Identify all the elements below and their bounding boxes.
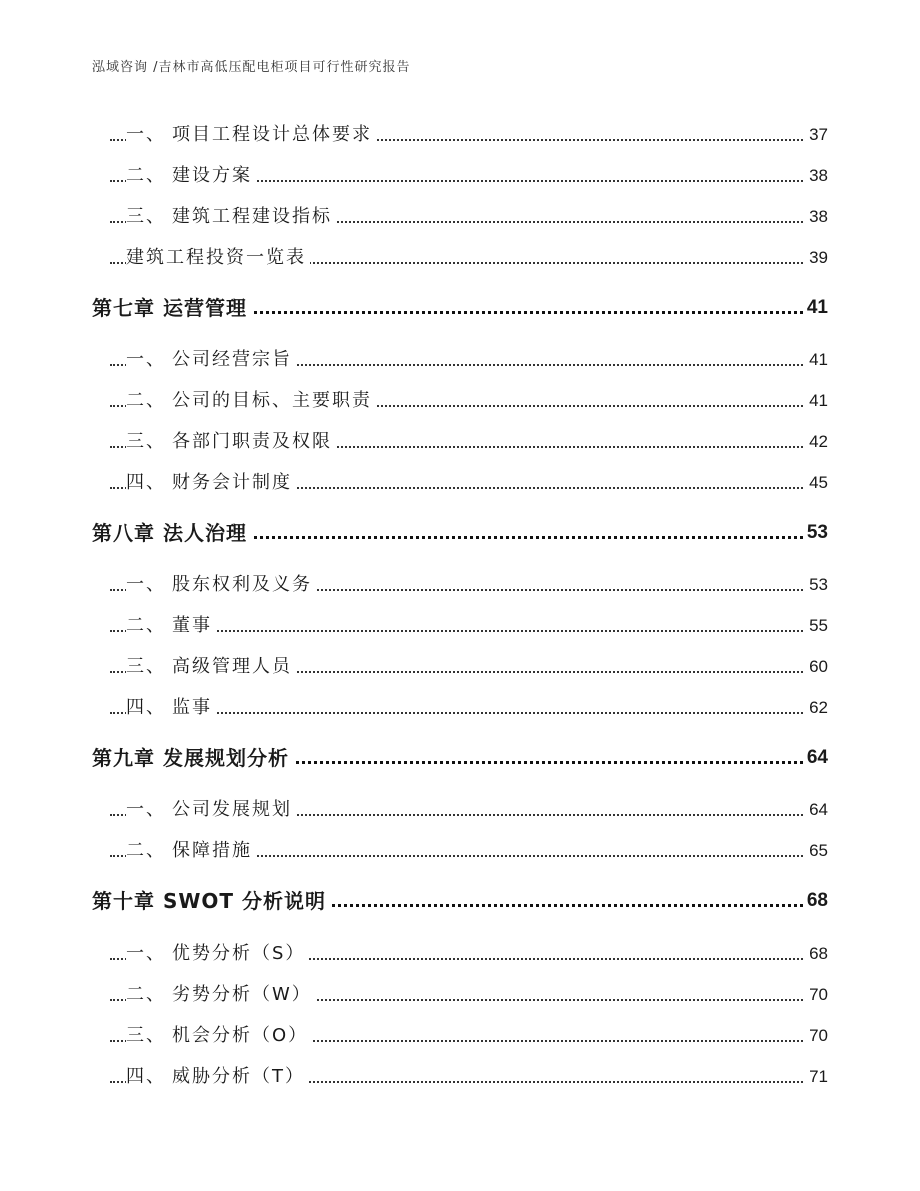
toc-entry-number: 一、: [126, 574, 166, 595]
toc-entry-label: [126, 161, 256, 191]
toc-entry-number: 三、: [126, 206, 166, 227]
toc-section-entry[interactable]: [0, 1062, 920, 1092]
toc-entry-number: 二、: [126, 984, 166, 1005]
toc-page-number: 60: [805, 652, 828, 682]
toc-page-number: 71: [805, 1062, 828, 1092]
toc-entry-title: 公司发展规划: [172, 799, 292, 820]
toc-entry-label: [126, 570, 316, 600]
toc-page-number: 41: [803, 293, 828, 323]
toc-entry-title: 财务会计制度: [172, 472, 292, 493]
toc-entry-title: 董事: [172, 615, 212, 636]
toc-section-entry[interactable]: [0, 980, 920, 1010]
toc-section-entry[interactable]: [0, 427, 920, 457]
toc-entry-title: 公司的目标、主要职责: [172, 390, 372, 411]
toc-entry-title: 建设方案: [172, 165, 252, 186]
toc-entry-title: 各部门职责及权限: [172, 431, 332, 452]
toc-entry-number: 三、: [126, 431, 166, 452]
toc-chapter-entry[interactable]: [0, 293, 920, 323]
toc-section-entry[interactable]: [0, 611, 920, 641]
toc-entry-label: [92, 518, 251, 548]
toc-entry-label: [92, 743, 293, 773]
toc-entry-label: [92, 293, 251, 323]
toc-entry-label: [126, 386, 376, 416]
dot-leader: [110, 712, 827, 714]
toc-section-entry[interactable]: [0, 836, 920, 866]
toc-entry-label: [126, 980, 316, 1010]
toc-chapter-entry[interactable]: [0, 886, 920, 916]
toc-entry-label: [126, 693, 216, 723]
toc-entry-label: [126, 836, 256, 866]
toc-section-entry[interactable]: [0, 1021, 920, 1051]
toc-entry-number: 一、: [126, 349, 166, 370]
toc-entry-number: 一、: [126, 799, 166, 820]
toc-entry-number: 四、: [126, 472, 166, 493]
toc-entry-title: 第八章 法人治理: [92, 521, 247, 545]
toc-entry-number: 四、: [126, 1066, 166, 1087]
toc-section-entry[interactable]: [0, 345, 920, 375]
toc-entry-title: 威胁分析（T）: [172, 1066, 305, 1087]
toc-chapter-entry[interactable]: [0, 743, 920, 773]
toc-entry-title: 建筑工程建设指标: [172, 206, 332, 227]
toc-section-entry[interactable]: [0, 202, 920, 232]
toc-entry-label: [126, 795, 296, 825]
toc-section-entry[interactable]: [0, 795, 920, 825]
toc-entry-label: [126, 202, 336, 232]
toc-section-entry[interactable]: [0, 693, 920, 723]
toc-entry-label: [126, 611, 216, 641]
toc-page-number: 41: [805, 345, 828, 375]
toc-entry-title: 劣势分析（W）: [172, 984, 312, 1005]
toc-entry-label: [126, 652, 296, 682]
toc-entry-number: 三、: [126, 1025, 166, 1046]
running-header: 泓域咨询 /吉林市高低压配电柜项目可行性研究报告: [92, 60, 411, 75]
toc-entry-label: [126, 243, 310, 273]
toc-page-number: 68: [803, 886, 828, 916]
toc-page-number: 39: [805, 243, 828, 273]
toc-entry-title: 股东权利及义务: [172, 574, 312, 595]
toc-page-number: 70: [805, 980, 828, 1010]
toc-entry-label: [126, 1062, 309, 1092]
toc-section-entry[interactable]: [0, 386, 920, 416]
toc-entry-label: [126, 939, 309, 969]
toc-entry-title: 高级管理人员: [172, 656, 292, 677]
toc-entry-label: [92, 886, 330, 916]
toc-page-number: 42: [805, 427, 828, 457]
toc-page-number: 68: [805, 939, 828, 969]
toc-page-number: 70: [805, 1021, 828, 1051]
toc-entry-number: 三、: [126, 656, 166, 677]
toc-page-number: 62: [805, 693, 828, 723]
toc-entry-number: 一、: [126, 943, 166, 964]
toc-chapter-entry[interactable]: [0, 518, 920, 548]
toc-section-entry[interactable]: [0, 120, 920, 150]
toc-entry-title: 第七章 运营管理: [92, 296, 247, 320]
toc-section-entry[interactable]: [0, 939, 920, 969]
toc-entry-number: 二、: [126, 615, 166, 636]
dot-leader: [110, 630, 827, 632]
toc-entry-title: 第十章 SWOT 分析说明: [92, 889, 327, 913]
toc-page-number: 53: [805, 570, 828, 600]
toc-entry-title: 保障措施: [172, 840, 252, 861]
toc-section-entry[interactable]: [0, 161, 920, 191]
toc-page-number: 37: [805, 120, 828, 150]
toc-page-number: 38: [805, 161, 828, 191]
toc-entry-number: 二、: [126, 390, 166, 411]
toc-section-entry[interactable]: [0, 243, 920, 273]
toc-entry-title: 优势分析（S）: [172, 943, 306, 964]
toc-page-number: 64: [803, 743, 828, 773]
toc-entry-title: 公司经营宗旨: [172, 349, 292, 370]
toc-entry-number: 一、: [126, 124, 166, 145]
toc-page-number: 53: [803, 518, 828, 548]
toc-page-number: 45: [805, 468, 828, 498]
toc-entry-label: [126, 345, 296, 375]
toc-entry-title: 第九章 发展规划分析: [92, 746, 289, 770]
toc-section-entry[interactable]: [0, 468, 920, 498]
toc-entry-label: [126, 427, 336, 457]
toc-page-number: 38: [805, 202, 828, 232]
toc-section-entry[interactable]: [0, 570, 920, 600]
toc-page-number: 64: [805, 795, 828, 825]
toc-section-entry[interactable]: [0, 652, 920, 682]
toc-entry-title: 项目工程设计总体要求: [172, 124, 372, 145]
toc-entry-number: 二、: [126, 840, 166, 861]
toc-page-number: 55: [805, 611, 828, 641]
toc-entry-number: 二、: [126, 165, 166, 186]
toc-entry-number: 四、: [126, 697, 166, 718]
toc-entry-title: 建筑工程投资一览表: [126, 247, 306, 268]
toc-entry-label: [126, 120, 376, 150]
toc-page-number: 65: [805, 836, 828, 866]
toc-page-number: 41: [805, 386, 828, 416]
toc-entry-title: 机会分析（O）: [172, 1025, 309, 1046]
toc-entry-title: 监事: [172, 697, 212, 718]
toc-entry-label: [126, 1021, 312, 1051]
toc-entry-label: [126, 468, 296, 498]
